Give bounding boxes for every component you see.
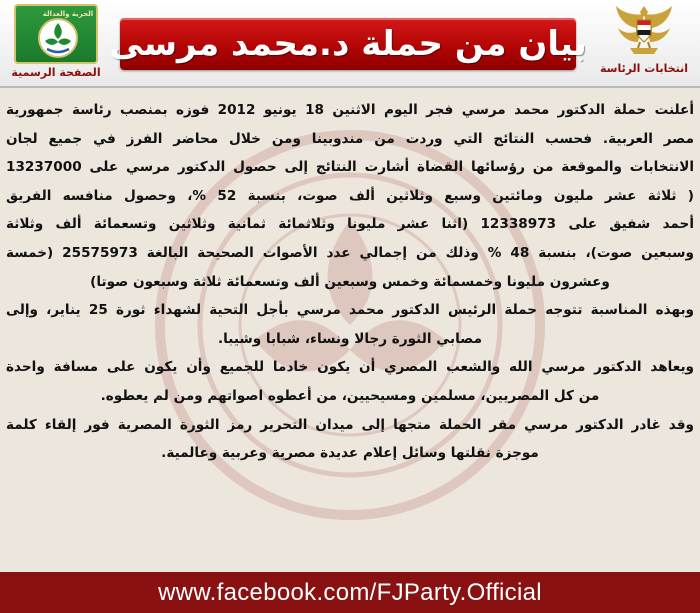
body-line: أعلنت حملة الدكتور محمد مرسي فجر اليوم الاثنين 18 يونيو 2012 فوزه بمنصب رئاسة جمهورية [6,102,694,118]
party-emblem-icon [33,11,83,61]
party-name: الحرية والعدالة [42,10,94,18]
body-line: مصابي الثورة رجالا ونساء، شبابا وشيبا. [218,330,482,347]
body-line: ويعاهد الدكتور مرسي الله والشعب المصري أن يكون خادما للجميع وأن يكون على مسافة واحدة [6,359,694,376]
body-line: مصر العربية. فحسب النتائج التي وردت من مندوبينا ومن خلال محاضر الفرز في جميع لجان [6,130,694,147]
body-line: وسبعين صوت)، بنسبة 48 % وذلك من إجمالي عدد الأصوات الصحيحة البالغة 25575973 (خمسة [6,244,694,261]
title-band [109,18,587,70]
body-line: وعشرون مليونا وخمسمائة وخمس وسبعين ألف وتسعمائة ثلاثة وسبعون صوتا) [90,273,610,290]
page-title: بيان من حملة د.محمد مرسى [109,24,587,64]
body-line: وبهذه المناسبة تتوجه حملة الرئيس الدكتور محمد مرسي بأجل التحية لشهداء ثورة 25 يناير، وإلى [6,302,694,319]
body-line: ( ثلاثة عشر مليون ومائتين وسبع وثلاثين ألف صوت، بنسبة 52 %، وحصول منافسه الفريق [6,187,694,204]
header [0,0,700,88]
body-line: أحمد شفيق على 12338973 (اثنا عشر مليونا وثلاثمائة ثمانية وثلاثين وتسعمائة ألف وثلاثة [6,216,694,233]
facebook-url-link[interactable]: www.facebook.com/FJParty.Official [158,578,542,606]
body-line: الانتخابات والموقعة من رؤسائها القضاة أشارت النتائج إلى حصول الدكتور مرسي على 13237000 [6,159,694,176]
footer-bar [0,572,700,613]
body-line: وقد غادر الدكتور مرسي مقر الحملة متجها إلى ميدان التحرير رمز الثورة المصرية فور إلقاء كلمة [6,416,694,433]
party-logo [4,2,108,86]
body-line: من كل المصريين، مسلمين ومسيحيين، من أعطوه اصواتهم ومن لم يعطوه. [100,387,600,404]
body-line: موجزة نقلتها وسائل إعلام عديدة مصرية وعربية وعالمية. [161,445,539,462]
party-logo-box [14,4,98,64]
presidential-elections-label: انتخابات الرئاسة [599,62,689,75]
elections-logo [592,2,696,86]
egypt-eagle-icon [614,2,674,60]
official-page-label: الصفحة الرسمية [11,66,101,79]
statement-body [6,96,694,566]
